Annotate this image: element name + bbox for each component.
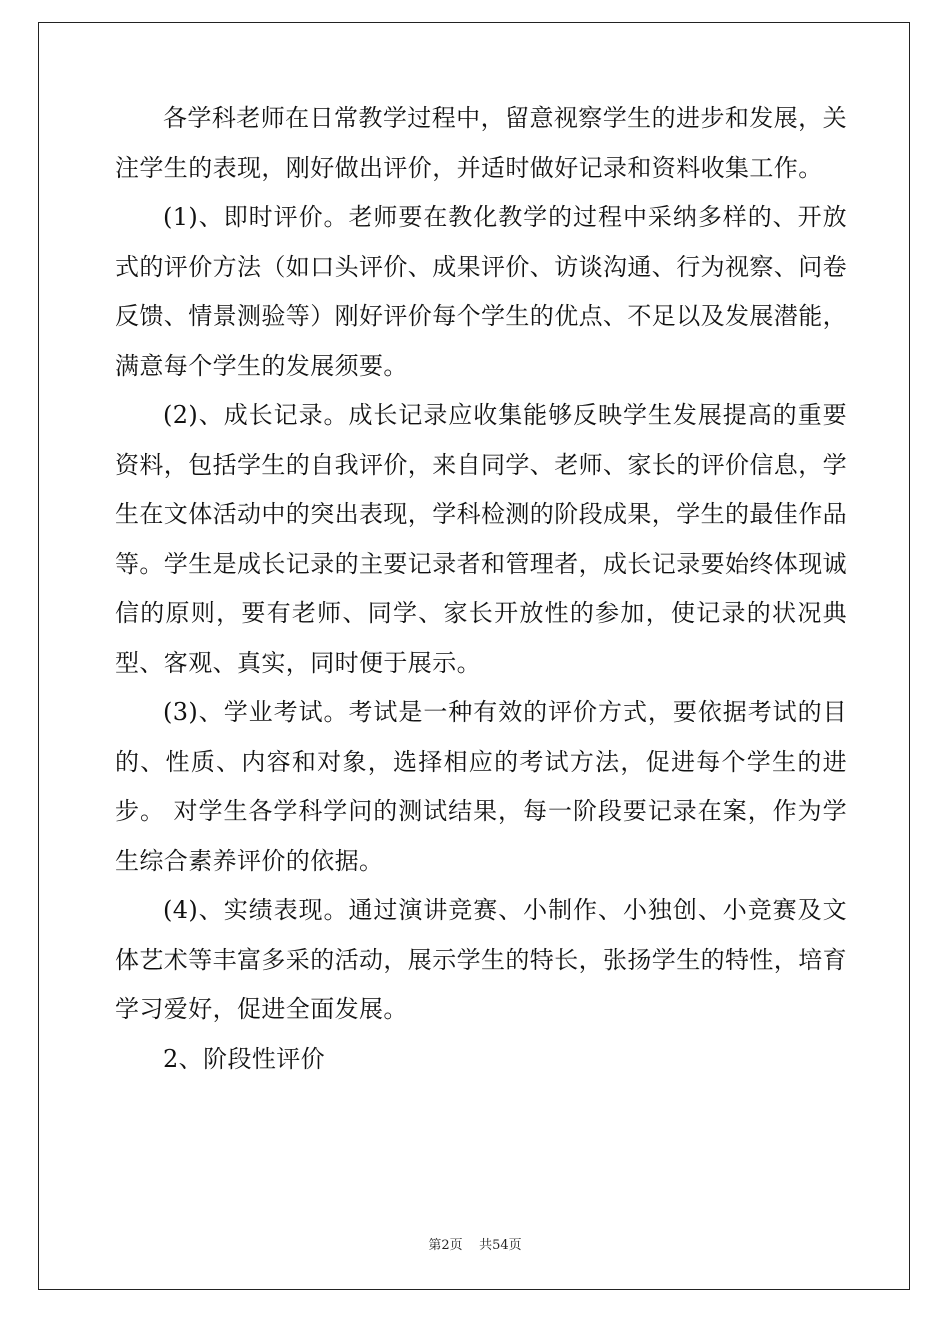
paragraph-performance: (4)、实绩表现。通过演讲竞赛、小制作、小独创、小竞赛及文体艺术等丰富多采的活动，展示学生的特长，张扬学生的特性，培育学习爱好，促进全面发展。 bbox=[115, 896, 847, 1023]
paragraph-intro: 各学科老师在日常教学过程中，留意视察学生的进步和发展，关注学生的表现，刚好做出评价，并适时做好记录和资料收集工作。 bbox=[115, 104, 847, 182]
document-body bbox=[115, 94, 847, 1084]
page-footer bbox=[0, 1234, 950, 1253]
paragraph-growth-record: (2)、成长记录。成长记录应收集能够反映学生发展提高的重要资料，包括学生的自我评价，来自同学、老师、家长的评价信息，学生在文体活动中的突出表现，学科检测的阶段成果，学生的最佳作品等。学生是成长记录的主要记录者和管理者，成长记录要始终体现诚信的原则，要有老师、同学、家长开放性的参加，使记录的状况典型、客观、真实，同时便于展示。 bbox=[115, 401, 847, 677]
page-number: 第2页 bbox=[428, 1238, 463, 1253]
section-heading-stage-evaluation: 2、阶段性评价 bbox=[163, 1044, 326, 1073]
paragraph-academic-exam: (3)、学业考试。考试是一种有效的评价方式，要依据考试的目的、性质、内容和对象，选择相应的考试方法，促进每个学生的进步。 对学生各学科学问的测试结果，每一阶段要记录在案，作为学生综合素养评价的依据。 bbox=[115, 698, 847, 875]
paragraph-instant-evaluation: (1)、即时评价。老师要在教化教学的过程中采纳多样的、开放式的评价方法（如口头评价、成果评价、访谈沟通、行为视察、问卷反馈、情景测验等）刚好评价每个学生的优点、不足以及发展潜能，满意每个学生的发展须要。 bbox=[115, 203, 847, 380]
page-total: 共54页 bbox=[479, 1238, 522, 1253]
